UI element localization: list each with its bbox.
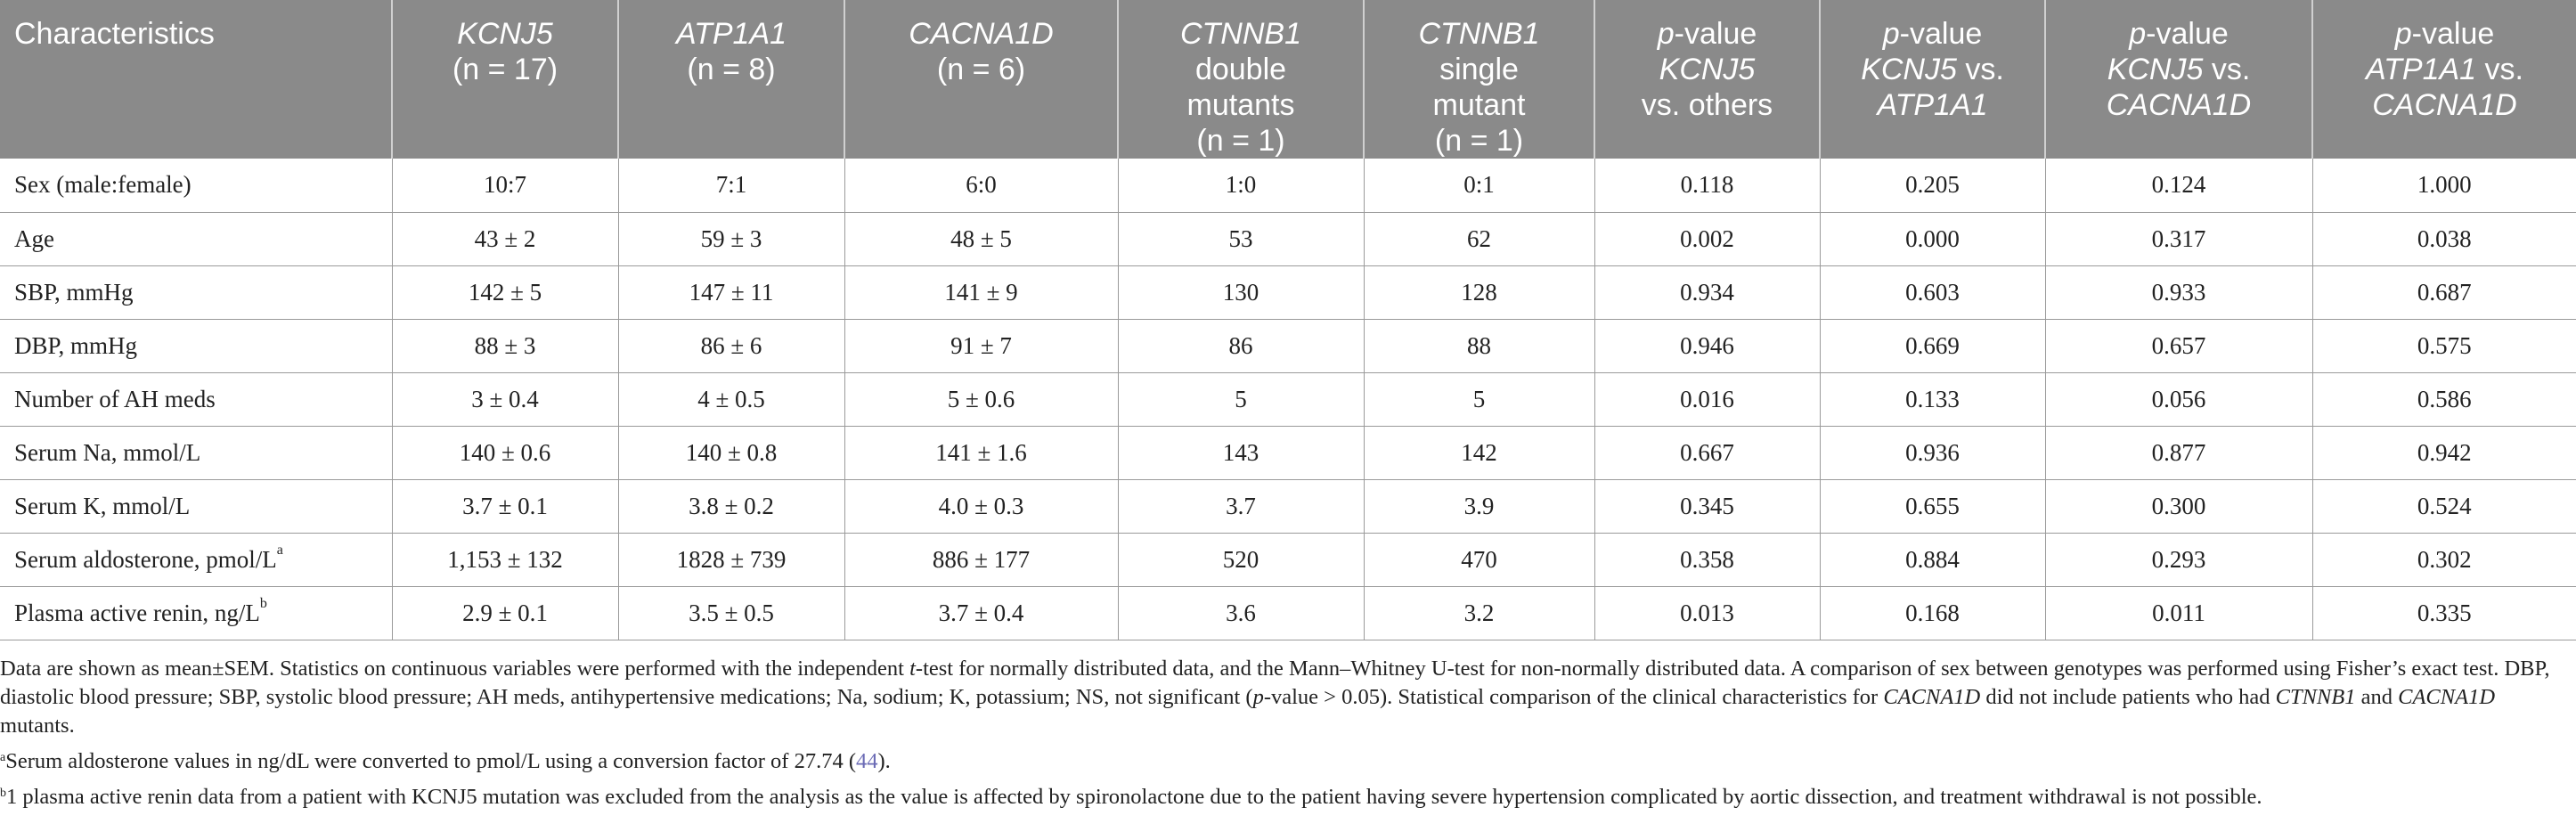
table-cell: 0.168 [1820, 586, 2045, 640]
row-label [0, 372, 392, 426]
footnote-marker: a [276, 542, 283, 558]
table-cell: 0.118 [1594, 159, 1820, 212]
table-cell: 53 [1118, 212, 1364, 265]
table-cell: 1.000 [2312, 159, 2576, 212]
table-cell: 88 ± 3 [392, 319, 618, 372]
header-line: (n = 17) [452, 53, 558, 86]
footnote-text: 1 plasma active renin data from a patient with KCNJ5 mutation was excluded from the analysis as the value is affected by spironolactone due to the patient having severe hypertension complicated by aortic dissection, and treatment withdrawal is not possible. [6, 785, 2262, 809]
footnote-text: -test for normally distributed data, and the Mann–Whitney U-test for non-normally distributed data. A comparison of sex between genotypes was performed using Fisher’s exact test. DBP, diastolic blood pressure; SBP, systolic blood pressure; AH meds, antihypertensive medications; Na, sodium; K, potassium; NS, not significant ( [0, 657, 2550, 709]
header-line: single [1439, 53, 1519, 86]
table-cell: 886 ± 177 [844, 533, 1118, 586]
row-label [0, 426, 392, 479]
table-cell: 2.9 ± 0.1 [392, 586, 618, 640]
table-row [0, 372, 2576, 426]
table-row [0, 533, 2576, 586]
footnote-text: mutants. [0, 714, 75, 738]
column-header [2312, 0, 2576, 159]
table-cell: 86 ± 6 [618, 319, 844, 372]
table-cell: 141 ± 1.6 [844, 426, 1118, 479]
footnote-gene: CACNA1D [2398, 685, 2496, 709]
table-row [0, 212, 2576, 265]
table-cell: 0.884 [1820, 533, 2045, 586]
table-cell: 140 ± 0.8 [618, 426, 844, 479]
header-line: (n = 1) [1434, 124, 1524, 158]
table-cell: 0.575 [2312, 319, 2576, 372]
row-label [0, 265, 392, 319]
column-header-characteristics [0, 0, 392, 159]
table-row [0, 586, 2576, 640]
footnote-text: and [2355, 685, 2399, 709]
column-header [618, 0, 844, 159]
footnote-marker: a [0, 751, 6, 764]
footnote-text: t [909, 657, 916, 681]
row-label-text: DBP, mmHg [14, 331, 138, 359]
table-cell: 0.669 [1820, 319, 2045, 372]
header-line: p-value [1657, 17, 1757, 51]
footnote-text: ). [877, 749, 891, 773]
header-line: CTNNB1 [1179, 17, 1302, 51]
table-cell: 470 [1364, 533, 1594, 586]
table-cell: 62 [1364, 212, 1594, 265]
table-cell: 91 ± 7 [844, 319, 1118, 372]
row-label [0, 479, 392, 533]
row-label-text: Sex (male:female) [14, 171, 192, 199]
table-cell: 520 [1118, 533, 1364, 586]
table-cell: 0.936 [1820, 426, 2045, 479]
footnote-text: Data are shown as mean±SEM. Statistics on continuous variables were performed with the independent [0, 657, 910, 681]
header-line: (n = 6) [936, 53, 1026, 86]
table-cell: 3.7 ± 0.1 [392, 479, 618, 533]
header-line: (n = 8) [687, 53, 776, 86]
row-label [0, 586, 392, 640]
table-cell: 0.667 [1594, 426, 1820, 479]
row-label [0, 159, 392, 212]
table-cell: 0.335 [2312, 586, 2576, 640]
table-row [0, 265, 2576, 319]
row-label [0, 319, 392, 372]
header-line: ATP1A1 [1877, 88, 1988, 122]
table-cell: 59 ± 3 [618, 212, 844, 265]
table-cell: 3.9 [1364, 479, 1594, 533]
table-cell: 3.8 ± 0.2 [618, 479, 844, 533]
table-row [0, 479, 2576, 533]
header-line: Characteristics [14, 17, 215, 51]
table-cell: 0.657 [2045, 319, 2312, 372]
header-line: double [1194, 53, 1287, 86]
table-cell: 48 ± 5 [844, 212, 1118, 265]
table-cell: 0.056 [2045, 372, 2312, 426]
footnote-text: did not include patients who had [1980, 685, 2276, 709]
table-cell: 130 [1118, 265, 1364, 319]
table-cell: 147 ± 11 [618, 265, 844, 319]
table-cell: 5 [1118, 372, 1364, 426]
table-cell: 1828 ± 739 [618, 533, 844, 586]
row-label-text: Serum Na, mmol/L [14, 438, 201, 466]
table-cell: 0.038 [2312, 212, 2576, 265]
footnote-marker: b [259, 595, 267, 611]
footnote-text: Serum aldosterone values in ng/dL were converted to pmol/L using a conversion factor of 27.74 ( [5, 749, 857, 773]
table-cell: 43 ± 2 [392, 212, 618, 265]
table-cell: 3 ± 0.4 [392, 372, 618, 426]
header-line: CACNA1D [2106, 88, 2252, 122]
table-cell: 3.5 ± 0.5 [618, 586, 844, 640]
table-cell: 0.934 [1594, 265, 1820, 319]
column-header [1364, 0, 1594, 159]
header-line: vs. others [1641, 88, 1773, 122]
footnote-marker: b [0, 787, 6, 800]
table-cell: 0.586 [2312, 372, 2576, 426]
table-cell: 0.016 [1594, 372, 1820, 426]
row-label-text: Number of AH meds [14, 385, 216, 412]
row-label-text: Serum K, mmol/L [14, 492, 191, 519]
table-cell: 142 ± 5 [392, 265, 618, 319]
header-line: ATP1A1 [675, 17, 787, 51]
footnote-a [0, 747, 2565, 776]
footnote-main [0, 655, 2565, 740]
table-cell: 7:1 [618, 159, 844, 212]
table-cell: 0.000 [1820, 212, 2045, 265]
header-line: p-value [2129, 17, 2229, 51]
row-label-text: Plasma active renin, ng/L [14, 599, 260, 626]
header-line: p-value [1882, 17, 1983, 51]
table-cell: 0.655 [1820, 479, 2045, 533]
table-cell: 0.013 [1594, 586, 1820, 640]
table-cell: 0.933 [2045, 265, 2312, 319]
header-line: CACNA1D [2372, 88, 2517, 122]
table-cell: 142 [1364, 426, 1594, 479]
table-cell: 0.205 [1820, 159, 2045, 212]
table-footnotes [0, 653, 2565, 812]
table-cell: 5 ± 0.6 [844, 372, 1118, 426]
table-body [0, 159, 2576, 640]
row-label [0, 212, 392, 265]
footnote-text: -value > 0.05). Statistical comparison of the clinical characteristics for [1263, 685, 1884, 709]
table-cell: 0.300 [2045, 479, 2312, 533]
table-cell: 0.603 [1820, 265, 2045, 319]
table-cell: 0.877 [2045, 426, 2312, 479]
footnote-gene: CACNA1D [1883, 685, 1981, 709]
row-label [0, 533, 392, 586]
header-line: ATP1A1 vs. [2365, 53, 2523, 86]
table-cell: 0.358 [1594, 533, 1820, 586]
table-cell: 10:7 [392, 159, 618, 212]
table-cell: 3.2 [1364, 586, 1594, 640]
table-cell: 3.7 [1118, 479, 1364, 533]
reference-link[interactable]: 44 [856, 749, 878, 773]
column-header [1118, 0, 1364, 159]
table-cell: 0:1 [1364, 159, 1594, 212]
table-cell: 0.524 [2312, 479, 2576, 533]
header-line: mutant [1432, 88, 1526, 122]
table-row [0, 319, 2576, 372]
table-cell: 0.687 [2312, 265, 2576, 319]
table-cell: 0.942 [2312, 426, 2576, 479]
table-cell: 128 [1364, 265, 1594, 319]
row-label-text: SBP, mmHg [14, 278, 134, 306]
column-header [1820, 0, 2045, 159]
column-header [844, 0, 1118, 159]
table-cell: 6:0 [844, 159, 1118, 212]
column-header [2045, 0, 2312, 159]
table-cell: 141 ± 9 [844, 265, 1118, 319]
table-cell: 0.133 [1820, 372, 2045, 426]
table-cell: 0.302 [2312, 533, 2576, 586]
table-cell: 1,153 ± 132 [392, 533, 618, 586]
header-line: CACNA1D [909, 17, 1054, 51]
table-cell: 140 ± 0.6 [392, 426, 618, 479]
row-label-text: Age [14, 224, 54, 252]
table-cell: 0.002 [1594, 212, 1820, 265]
table-cell: 0.345 [1594, 479, 1820, 533]
header-line: KCNJ5 vs. [1861, 53, 2004, 86]
table-cell: 86 [1118, 319, 1364, 372]
header-line: KCNJ5 [457, 17, 553, 51]
header-line: CTNNB1 [1418, 17, 1540, 51]
header-line: (n = 1) [1196, 124, 1285, 158]
table-cell: 5 [1364, 372, 1594, 426]
table-cell: 1:0 [1118, 159, 1364, 212]
table-cell: 3.6 [1118, 586, 1364, 640]
table-cell: 4 ± 0.5 [618, 372, 844, 426]
header-row [0, 0, 2576, 159]
table-cell: 0.946 [1594, 319, 1820, 372]
header-line: KCNJ5 vs. [2107, 53, 2251, 86]
table-cell: 88 [1364, 319, 1594, 372]
table-cell: 0.293 [2045, 533, 2312, 586]
row-label-text: Serum aldosterone, pmol/L [14, 545, 277, 573]
table-row [0, 159, 2576, 212]
header-line: KCNJ5 [1659, 53, 1756, 86]
header-line: p-value [2394, 17, 2495, 51]
table-cell: 0.011 [2045, 586, 2312, 640]
header-line: mutants [1186, 88, 1295, 122]
table-cell: 143 [1118, 426, 1364, 479]
table-row [0, 426, 2576, 479]
column-header [392, 0, 618, 159]
footnote-text: p [1252, 685, 1264, 709]
table-cell: 4.0 ± 0.3 [844, 479, 1118, 533]
column-header [1594, 0, 1820, 159]
footnote-gene: CTNNB1 [2275, 685, 2356, 709]
footnote-b [0, 783, 2565, 812]
table-cell: 0.124 [2045, 159, 2312, 212]
table-cell: 3.7 ± 0.4 [844, 586, 1118, 640]
table-cell: 0.317 [2045, 212, 2312, 265]
